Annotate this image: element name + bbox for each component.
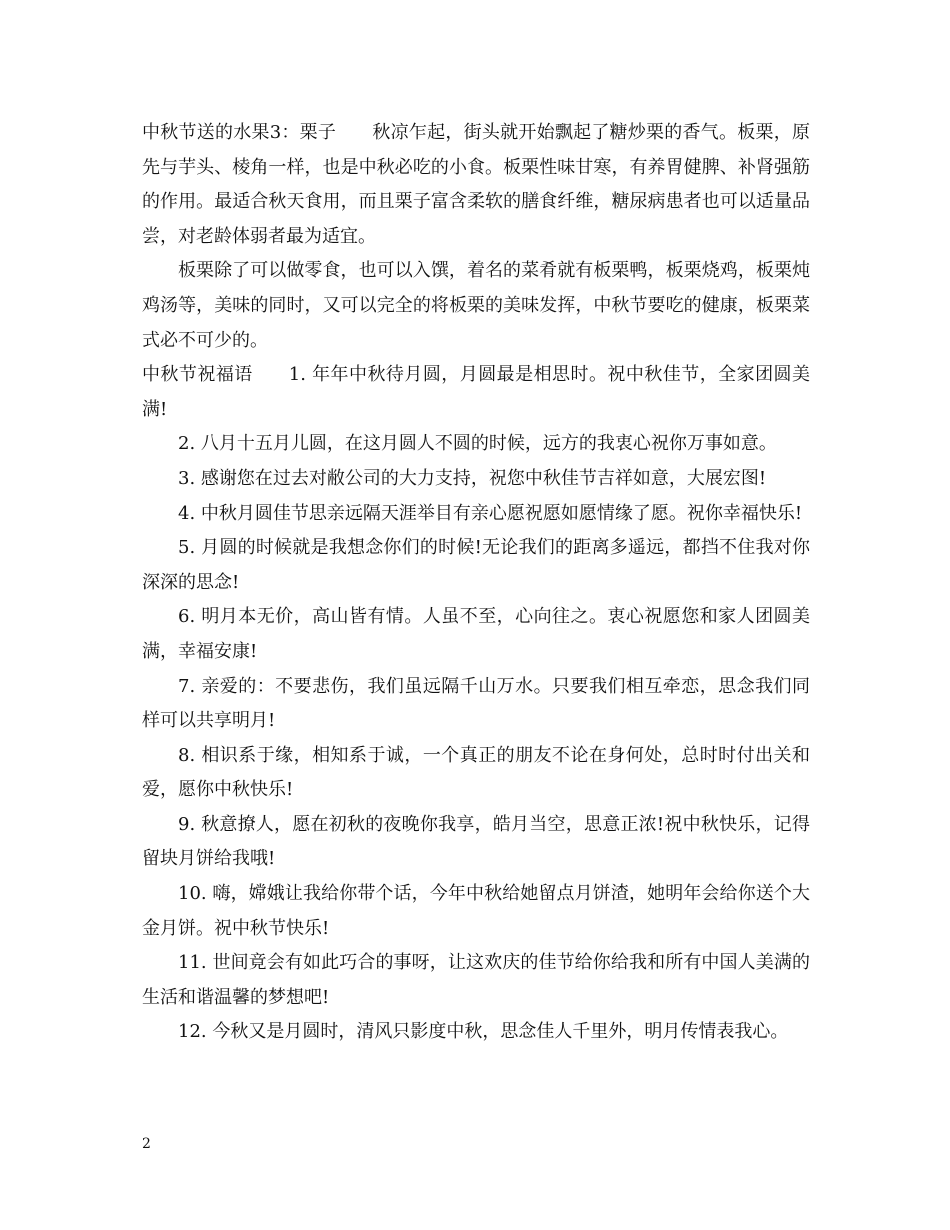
chestnut-paragraph xyxy=(142,116,810,254)
blessing-item-5: 5. 月圆的时候就是我想念你们的时候!无论我们的距离多遥远，都挡不住我对你深深的思念! xyxy=(142,537,810,593)
blessing-item-7: 7. 亲爱的：不要悲伤，我们虽远隔千山万水。只要我们相互牵恋，思念我们同样可以共享明月! xyxy=(142,675,810,732)
page-number: 2 xyxy=(142,1136,151,1152)
blessing-item-3: 3. 感谢您在过去对敝公司的大力支持，祝您中秋佳节吉祥如意，大展宏图! xyxy=(178,467,767,489)
blessing-item-4: 4. 中秋月圆佳节思亲远隔天涯举目有亲心愿祝愿如愿情缘了愿。祝你幸福快乐! xyxy=(178,502,803,524)
blessing-item-9: 9. 秋意撩人，愿在初秋的夜晚你我享，皓月当空，思意正浓!祝中秋快乐，记得留块月饼给我哦! xyxy=(142,813,810,870)
blessings-first-paragraph xyxy=(142,358,810,427)
blessing-item-2: 2. 八月十五月儿圆，在这月圆人不圆的时候，远方的我衷心祝你万事如意。 xyxy=(178,433,777,455)
blessings-heading: 中秋节祝福语 xyxy=(142,364,253,386)
document-body xyxy=(142,116,810,1050)
blessing-item-11: 11. 世间竟会有如此巧合的事呀，让这欢庆的佳节给你给我和所有中国人美满的生活和谐温馨的梦想吧! xyxy=(142,952,810,1008)
blessing-item-6: 6. 明月本无价，高山皆有情。人虽不至，心向往之。衷心祝愿您和家人团圆美满，幸福安康! xyxy=(142,606,810,662)
chestnut-heading: 中秋节送的水果3：栗子 xyxy=(142,122,337,143)
chestnut-paragraph-text: 秋凉乍起，街头就开始飘起了糖炒栗的香气。板栗，原先与芋头、棱角一样，也是中秋必吃的小食。板栗性味甘寒，有养胃健脾、补肾强筋的作用。最适合秋天食用，而且栗子富含柔软的膳食纤维，糖尿病患者也可以适量品尝，对老龄体弱者最为适宜。 xyxy=(142,122,810,247)
blessing-item-1: 1. 年年中秋待月圆，月圆最是相思时。祝中秋佳节，全家团圆美满! xyxy=(142,364,810,420)
chestnut-dishes-paragraph: 板栗除了可以做零食，也可以入馔，着名的菜肴就有板栗鸭，板栗烧鸡，板栗炖鸡汤等，美味的同时，又可以完全的将板栗的美味发挥，中秋节要吃的健康，板栗菜式必不可少的。 xyxy=(142,260,810,351)
blessing-item-8: 8. 相识系于缘，相知系于诚，一个真正的朋友不论在身何处，总时时付出关和爱，愿你中秋快乐! xyxy=(142,744,810,801)
blessing-item-10: 10. 嗨，嫦娥让我给你带个话，今年中秋给她留点月饼渣，她明年会给你送个大金月饼。祝中秋节快乐! xyxy=(142,883,810,939)
blessing-item-12: 12. 今秋又是月圆时，清风只影度中秋，思念佳人千里外，明月传情表我心。 xyxy=(178,1021,789,1043)
